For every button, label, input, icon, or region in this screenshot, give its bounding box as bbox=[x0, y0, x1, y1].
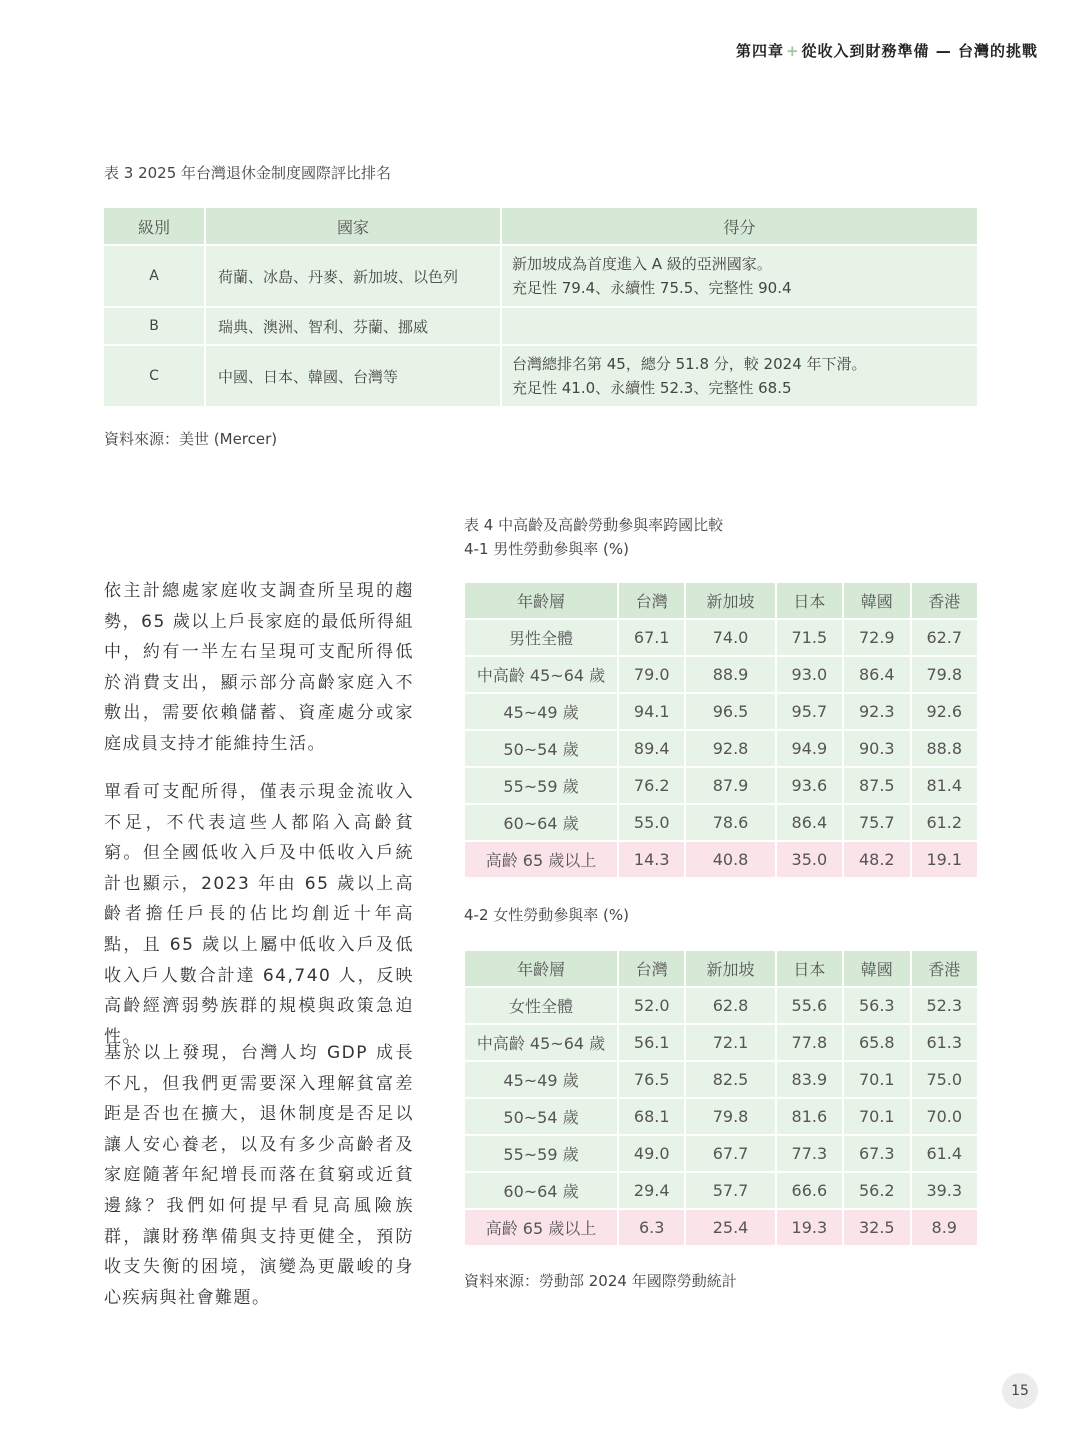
rate-cell: 55.0 bbox=[619, 805, 684, 840]
age-group-cell: 60~64 歲 bbox=[465, 1173, 617, 1208]
male-labor-table bbox=[463, 581, 979, 879]
score-line: 充足性 79.4、永續性 75.5、完整性 90.4 bbox=[512, 279, 792, 297]
column-header: 香港 bbox=[912, 951, 977, 986]
age-group-cell: 60~64 歲 bbox=[465, 805, 617, 840]
rate-cell: 19.3 bbox=[777, 1210, 842, 1245]
rate-cell: 56.1 bbox=[619, 1025, 684, 1060]
rate-cell: 81.4 bbox=[912, 768, 977, 803]
rate-cell: 89.4 bbox=[619, 731, 684, 766]
rate-cell: 32.5 bbox=[844, 1210, 909, 1245]
rate-cell: 87.5 bbox=[844, 768, 909, 803]
rate-cell: 94.9 bbox=[777, 731, 842, 766]
rate-cell: 68.1 bbox=[619, 1099, 684, 1134]
age-group-cell: 中高齡 45~64 歲 bbox=[465, 1025, 617, 1060]
rate-cell: 86.4 bbox=[844, 657, 909, 692]
table-row bbox=[465, 694, 977, 729]
countries-cell: 中國、日本、韓國、台灣等 bbox=[206, 346, 500, 406]
age-group-cell: 45~49 歲 bbox=[465, 1062, 617, 1097]
rate-cell: 25.4 bbox=[686, 1210, 774, 1245]
table-row bbox=[465, 1025, 977, 1060]
rate-cell: 74.0 bbox=[686, 620, 774, 655]
male-subtable-caption: 4-1 男性勞動參與率 (%) bbox=[464, 540, 629, 558]
table-row bbox=[465, 768, 977, 803]
score-cell bbox=[502, 346, 977, 406]
column-header: 日本 bbox=[777, 951, 842, 986]
age-group-cell: 50~54 歲 bbox=[465, 1099, 617, 1134]
rate-cell: 88.8 bbox=[912, 731, 977, 766]
table-row bbox=[104, 308, 977, 344]
rate-cell: 61.4 bbox=[912, 1136, 977, 1171]
score-line: 台灣總排名第 45，總分 51.8 分，較 2024 年下滑。 bbox=[512, 355, 867, 373]
rate-cell: 67.1 bbox=[619, 620, 684, 655]
table3-caption: 表 3 2025 年台灣退休金制度國際評比排名 bbox=[104, 164, 392, 182]
column-header: 級別 bbox=[104, 208, 204, 244]
body-paragraph: 單看可支配所得，僅表示現金流收入不足，不代表這些人都陷入高齡貧窮。但全國低收入戶及中低收入戶統計也顯示，2023 年由 65 歲以上高齡者擔任戶長的佔比均創近十年高點，且 65 歲以上屬中低收入戶及低收入戶人數合計達 64,740 人，反映高齡經濟弱勢族群的規模與政策急迫性。 bbox=[104, 782, 414, 1047]
column-header: 國家 bbox=[206, 208, 500, 244]
rate-cell: 81.6 bbox=[777, 1099, 842, 1134]
rate-cell: 75.0 bbox=[912, 1062, 977, 1097]
column-header: 年齡層 bbox=[465, 583, 617, 618]
table-row bbox=[104, 346, 977, 406]
rate-cell: 88.9 bbox=[686, 657, 774, 692]
table4-caption-block bbox=[464, 513, 723, 561]
age-group-cell: 男性全體 bbox=[465, 620, 617, 655]
rate-cell: 40.8 bbox=[686, 842, 774, 877]
rate-cell: 95.7 bbox=[777, 694, 842, 729]
rate-cell: 72.9 bbox=[844, 620, 909, 655]
female-subtable-caption: 4-2 女性勞動參與率 (%) bbox=[464, 906, 629, 924]
rate-cell: 8.9 bbox=[912, 1210, 977, 1245]
table-row bbox=[465, 1099, 977, 1134]
pension-ranking-table bbox=[102, 206, 979, 408]
rate-cell: 71.5 bbox=[777, 620, 842, 655]
rate-cell: 49.0 bbox=[619, 1136, 684, 1171]
rate-cell: 82.5 bbox=[686, 1062, 774, 1097]
rate-cell: 65.8 bbox=[844, 1025, 909, 1060]
rate-cell: 29.4 bbox=[619, 1173, 684, 1208]
rate-cell: 76.2 bbox=[619, 768, 684, 803]
rate-cell: 67.3 bbox=[844, 1136, 909, 1171]
plus-separator: + bbox=[785, 42, 800, 60]
table-header-row bbox=[465, 951, 977, 986]
rate-cell: 52.0 bbox=[619, 988, 684, 1023]
rate-cell: 14.3 bbox=[619, 842, 684, 877]
rate-cell: 93.6 bbox=[777, 768, 842, 803]
table-row bbox=[465, 1210, 977, 1245]
rate-cell: 56.3 bbox=[844, 988, 909, 1023]
rate-cell: 62.8 bbox=[686, 988, 774, 1023]
column-header: 台灣 bbox=[619, 951, 684, 986]
rate-cell: 70.0 bbox=[912, 1099, 977, 1134]
rate-cell: 70.1 bbox=[844, 1062, 909, 1097]
rate-cell: 92.8 bbox=[686, 731, 774, 766]
age-group-cell: 高齡 65 歲以上 bbox=[465, 1210, 617, 1245]
grade-cell: C bbox=[104, 346, 204, 406]
rate-cell: 6.3 bbox=[619, 1210, 684, 1245]
grade-cell: B bbox=[104, 308, 204, 344]
age-group-cell: 中高齡 45~64 歲 bbox=[465, 657, 617, 692]
column-header: 新加坡 bbox=[686, 951, 774, 986]
column-header: 台灣 bbox=[619, 583, 684, 618]
table-row bbox=[465, 842, 977, 877]
rate-cell: 72.1 bbox=[686, 1025, 774, 1060]
rate-cell: 61.3 bbox=[912, 1025, 977, 1060]
table-header-row bbox=[465, 583, 977, 618]
rate-cell: 93.0 bbox=[777, 657, 842, 692]
rate-cell: 70.1 bbox=[844, 1099, 909, 1134]
table-row bbox=[104, 246, 977, 306]
female-labor-table bbox=[463, 949, 979, 1247]
grade-cell: A bbox=[104, 246, 204, 306]
column-header: 年齡層 bbox=[465, 951, 617, 986]
table-row bbox=[465, 805, 977, 840]
age-group-cell: 高齡 65 歲以上 bbox=[465, 842, 617, 877]
column-header: 日本 bbox=[777, 583, 842, 618]
table-row bbox=[465, 731, 977, 766]
column-header: 新加坡 bbox=[686, 583, 774, 618]
table3-source: 資料來源：美世 (Mercer) bbox=[104, 430, 278, 448]
rate-cell: 76.5 bbox=[619, 1062, 684, 1097]
rate-cell: 56.2 bbox=[844, 1173, 909, 1208]
age-group-cell: 50~54 歲 bbox=[465, 731, 617, 766]
rate-cell: 35.0 bbox=[777, 842, 842, 877]
rate-cell: 57.7 bbox=[686, 1173, 774, 1208]
body-paragraph: 基於以上發現，台灣人均 GDP 成長不凡，但我們更需要深入理解貧富差距是否也在擴大，退休制度是否足以讓人安心養老，以及有多少高齡者及家庭隨著年紀增長而落在貧窮或近貧邊緣？我們如何提早看見高風險族群，讓財務準備與支持更健全，預防收支失衡的困境，演變為更嚴峻的身心疾病與社會難題。 bbox=[104, 1043, 414, 1308]
table-row bbox=[465, 1173, 977, 1208]
rate-cell: 86.4 bbox=[777, 805, 842, 840]
rate-cell: 90.3 bbox=[844, 731, 909, 766]
age-group-cell: 55~59 歲 bbox=[465, 1136, 617, 1171]
page-number: 15 bbox=[1002, 1373, 1038, 1409]
rate-cell: 77.3 bbox=[777, 1136, 842, 1171]
chapter-title: 從收入到財務準備 — 台灣的挑戰 bbox=[801, 42, 1038, 60]
rate-cell: 39.3 bbox=[912, 1173, 977, 1208]
score-cell bbox=[502, 308, 977, 344]
table-header-row bbox=[104, 208, 977, 244]
chapter-label: 第四章 bbox=[735, 42, 784, 60]
rate-cell: 62.7 bbox=[912, 620, 977, 655]
rate-cell: 79.8 bbox=[686, 1099, 774, 1134]
rate-cell: 92.3 bbox=[844, 694, 909, 729]
table-row bbox=[465, 1136, 977, 1171]
body-paragraph: 依主計總處家庭收支調查所呈現的趨勢，65 歲以上戶長家庭的最低所得組中，約有一半左右呈現可支配所得低於消費支出，顯示部分高齡家庭入不敷出，需要依賴儲蓄、資產處分或家庭成員支持才能維持生活。 bbox=[104, 581, 414, 754]
chapter-header bbox=[736, 40, 1038, 61]
rate-cell: 61.2 bbox=[912, 805, 977, 840]
rate-cell: 75.7 bbox=[844, 805, 909, 840]
rate-cell: 19.1 bbox=[912, 842, 977, 877]
rate-cell: 52.3 bbox=[912, 988, 977, 1023]
rate-cell: 87.9 bbox=[686, 768, 774, 803]
rate-cell: 96.5 bbox=[686, 694, 774, 729]
countries-cell: 荷蘭、冰島、丹麥、新加坡、以色列 bbox=[206, 246, 500, 306]
table-row bbox=[465, 1062, 977, 1097]
age-group-cell: 女性全體 bbox=[465, 988, 617, 1023]
score-cell bbox=[502, 246, 977, 306]
rate-cell: 79.0 bbox=[619, 657, 684, 692]
column-header: 韓國 bbox=[844, 951, 909, 986]
rate-cell: 79.8 bbox=[912, 657, 977, 692]
rate-cell: 94.1 bbox=[619, 694, 684, 729]
rate-cell: 92.6 bbox=[912, 694, 977, 729]
score-line: 新加坡成為首度進入 A 級的亞洲國家。 bbox=[512, 255, 772, 273]
table4-caption: 表 4 中高齡及高齡勞動參與率跨國比較 bbox=[464, 516, 724, 534]
age-group-cell: 55~59 歲 bbox=[465, 768, 617, 803]
column-header: 香港 bbox=[912, 583, 977, 618]
rate-cell: 66.6 bbox=[777, 1173, 842, 1208]
rate-cell: 77.8 bbox=[777, 1025, 842, 1060]
countries-cell: 瑞典、澳洲、智利、芬蘭、挪威 bbox=[206, 308, 500, 344]
column-header: 得分 bbox=[502, 208, 977, 244]
rate-cell: 48.2 bbox=[844, 842, 909, 877]
rate-cell: 83.9 bbox=[777, 1062, 842, 1097]
rate-cell: 78.6 bbox=[686, 805, 774, 840]
table4-source: 資料來源：勞動部 2024 年國際勞動統計 bbox=[464, 1272, 737, 1290]
table-row bbox=[465, 657, 977, 692]
rate-cell: 67.7 bbox=[686, 1136, 774, 1171]
table-row bbox=[465, 620, 977, 655]
score-line: 充足性 41.0、永續性 52.3、完整性 68.5 bbox=[512, 379, 792, 397]
column-header: 韓國 bbox=[844, 583, 909, 618]
age-group-cell: 45~49 歲 bbox=[465, 694, 617, 729]
rate-cell: 55.6 bbox=[777, 988, 842, 1023]
table-row bbox=[465, 988, 977, 1023]
